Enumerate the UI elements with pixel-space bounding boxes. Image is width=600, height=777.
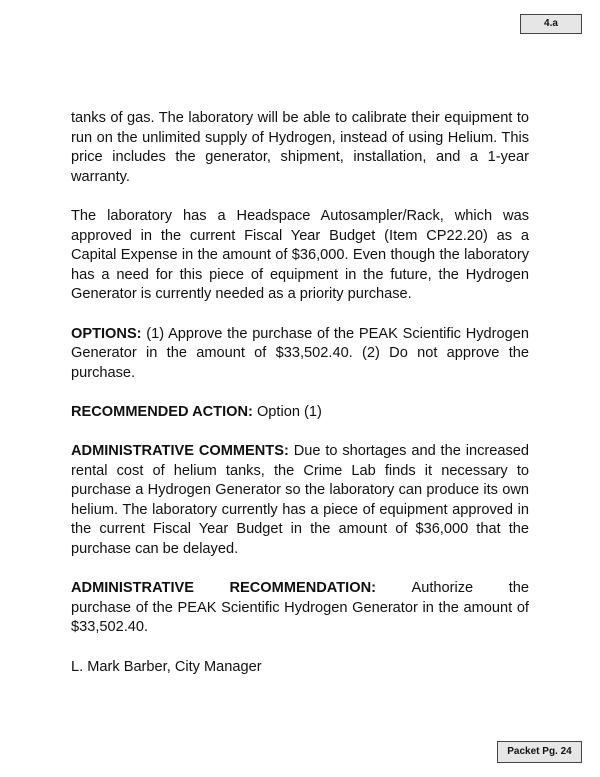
signature-line: L. Mark Barber, City Manager [71, 658, 262, 675]
recommended-action-section [71, 403, 529, 423]
recommended-action-text: Option (1) [256, 403, 322, 420]
administrative-recommendation-first-line [71, 579, 529, 599]
administrative-comments-label: ADMINISTRATIVE COMMENTS: [71, 443, 289, 460]
administrative-comments-text: Due to shortages and the increased rental cost of helium tanks, the Crime Lab finds it necessary to purchase a Hydrogen Generator so the laboratory can produce its own helium. The laboratory currently has a piece of equipment approved in the current Fiscal Year Budget in the amount of $36,000 that the purchase can be delayed. [71, 443, 529, 558]
recommendation-label: RECOMMENDATION: [229, 580, 376, 597]
administrative-comments-section [71, 442, 529, 560]
packet-page-tag: Packet Pg. 24 [497, 741, 582, 763]
recommendation-first-word: Authorize [411, 580, 474, 597]
paragraph-autosampler: The laboratory has a Headspace Autosampler/Rack, which was approved in the current Fiscal Year Budget (Item CP22.20) as a Capital Expense in the amount of $36,000. Even though the laboratory has a need for this piece of equipment in the future, the Hydrogen Generator is currently needed as a priority purchase. [71, 207, 529, 303]
administrative-recommendation-section [71, 579, 529, 638]
item-tag: 4.a [520, 14, 582, 34]
paragraph-gas-tanks: tanks of gas. The laboratory will be able to calibrate their equipment to run on the unlimited supply of Hydrogen, instead of using Helium. This price includes the generator, shipment, installation, and a 1-year warranty. [71, 110, 529, 185]
document-body [71, 109, 529, 697]
administrative-label: ADMINISTRATIVE [71, 580, 194, 597]
recommendation-last-word: the [508, 580, 529, 597]
options-text: (1) Approve the purchase of the PEAK Scientific Hydrogen Generator in the amount of $33,502.40. (2) Do not approve the purchase. [71, 325, 529, 381]
administrative-recommendation-text: purchase of the PEAK Scientific Hydrogen Generator in the amount of $33,502.40. [71, 599, 529, 636]
options-section [71, 325, 529, 384]
options-label: OPTIONS: [71, 325, 142, 342]
recommended-action-label: RECOMMENDED ACTION: [71, 403, 253, 420]
